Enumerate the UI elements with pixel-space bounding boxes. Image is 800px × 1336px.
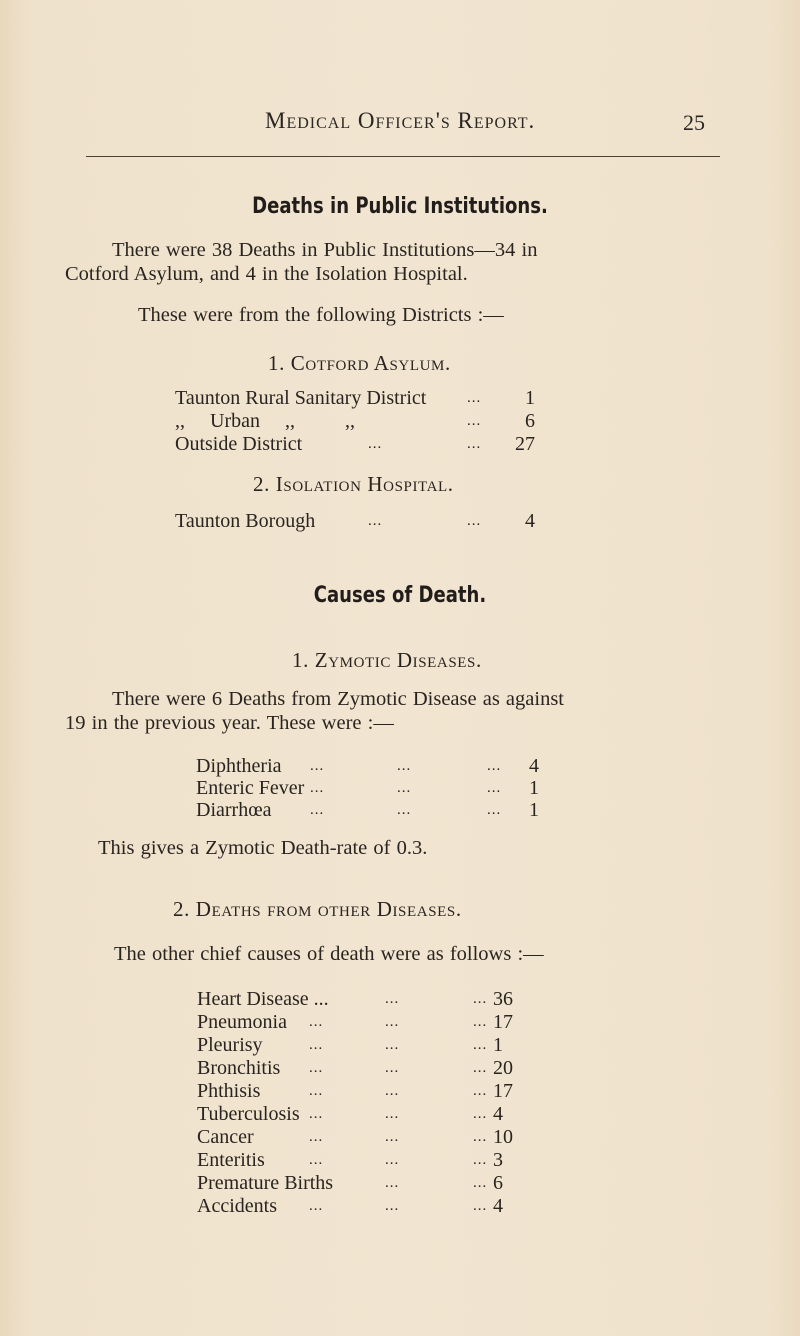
leader-dots: ... xyxy=(309,1106,324,1122)
disease-count: 10 xyxy=(493,1126,513,1148)
disease-count: 1 xyxy=(529,777,539,799)
header-rule xyxy=(86,156,720,157)
other-diseases-intro: The other chief causes of death were as follows :— xyxy=(114,943,544,965)
disease-count: 17 xyxy=(493,1011,513,1033)
district-row xyxy=(175,387,575,410)
district-label: Taunton Borough xyxy=(175,510,316,532)
disease-row xyxy=(196,777,616,800)
disease-label: Accidents xyxy=(197,1195,277,1217)
leader-dots: ... xyxy=(473,1037,488,1053)
leader-dots: ... xyxy=(310,780,325,796)
disease-label: Heart Disease ... xyxy=(197,988,329,1010)
leader-dots: ... xyxy=(310,758,325,774)
subheading-other-diseases: 2. Deaths from other Diseases. xyxy=(173,897,462,921)
disease-row xyxy=(196,799,616,822)
disease-label: Tuberculosis xyxy=(197,1103,300,1125)
leader-dots: ... xyxy=(310,802,325,818)
leader-dots: ... xyxy=(473,991,488,1007)
leader-dots: ... xyxy=(309,1060,324,1076)
disease-count: 17 xyxy=(493,1080,513,1102)
subheading-cotford-asylum: 1. Cotford Asylum. xyxy=(268,351,451,375)
leader-dots: ... xyxy=(385,1129,400,1145)
leader-dots: ... xyxy=(467,390,482,406)
disease-row xyxy=(197,1126,617,1149)
districts-intro: These were from the following Districts :— xyxy=(138,304,504,326)
intro-paragraph-line-1: There were 38 Deaths in Public Institutions—34 in xyxy=(112,239,538,261)
leader-dots: ... xyxy=(467,513,482,529)
district-count: 1 xyxy=(525,387,535,409)
disease-row xyxy=(197,1080,617,1103)
disease-label: Premature Births xyxy=(197,1172,334,1194)
page-number: 25 xyxy=(683,110,705,135)
district-label: ,, Urban ,, ,, xyxy=(175,410,355,432)
leader-dots: ... xyxy=(368,436,383,452)
disease-row xyxy=(197,1057,617,1080)
leader-dots: ... xyxy=(385,1198,400,1214)
leader-dots: ... xyxy=(309,1129,324,1145)
disease-row xyxy=(197,1172,617,1195)
disease-count: 4 xyxy=(529,755,539,777)
leader-dots: ... xyxy=(309,1198,324,1214)
disease-row xyxy=(197,1034,617,1057)
disease-count: 1 xyxy=(529,799,539,821)
leader-dots: ... xyxy=(385,991,400,1007)
district-label: Outside District xyxy=(175,433,303,455)
running-head: Medical Officer's Report. xyxy=(265,108,536,133)
leader-dots: ... xyxy=(473,1014,488,1030)
leader-dots: ... xyxy=(487,802,502,818)
leader-dots: ... xyxy=(368,513,383,529)
leader-dots: ... xyxy=(487,780,502,796)
leader-dots: ... xyxy=(467,413,482,429)
section-title-causes-of-death: Causes of Death. xyxy=(313,583,487,608)
leader-dots: ... xyxy=(473,1060,488,1076)
district-row xyxy=(175,410,575,433)
leader-dots: ... xyxy=(385,1014,400,1030)
disease-count: 3 xyxy=(493,1149,503,1171)
disease-count: 20 xyxy=(493,1057,513,1079)
leader-dots: ... xyxy=(473,1106,488,1122)
leader-dots: ... xyxy=(467,436,482,452)
leader-dots: ... xyxy=(397,758,412,774)
leader-dots: ... xyxy=(309,1014,324,1030)
leader-dots: ... xyxy=(309,1152,324,1168)
district-count: 27 xyxy=(515,433,535,455)
disease-count: 4 xyxy=(493,1103,503,1125)
disease-row xyxy=(197,1011,617,1034)
zymotic-death-rate: This gives a Zymotic Death-rate of 0.3. xyxy=(98,837,428,859)
disease-count: 36 xyxy=(493,988,513,1010)
intro-paragraph-line-2: Cotford Asylum, and 4 in the Isolation Hospital. xyxy=(65,263,468,285)
leader-dots: ... xyxy=(473,1175,488,1191)
leader-dots: ... xyxy=(487,758,502,774)
leader-dots: ... xyxy=(309,1083,324,1099)
district-label: Taunton Rural Sanitary District xyxy=(175,387,427,409)
disease-label: Cancer xyxy=(197,1126,254,1148)
disease-row xyxy=(196,755,616,778)
disease-row xyxy=(197,1103,617,1126)
leader-dots: ... xyxy=(385,1060,400,1076)
leader-dots: ... xyxy=(397,802,412,818)
disease-count: 4 xyxy=(493,1195,503,1217)
subheading-zymotic-diseases: 1. Zymotic Diseases. xyxy=(292,648,482,672)
disease-count: 6 xyxy=(493,1172,503,1194)
leader-dots: ... xyxy=(473,1129,488,1145)
district-count: 4 xyxy=(525,510,535,532)
zymotic-paragraph-line-1: There were 6 Deaths from Zymotic Disease as against xyxy=(112,688,565,710)
subheading-isolation-hospital: 2. Isolation Hospital. xyxy=(253,472,454,496)
disease-label: Diarrhœa xyxy=(196,799,272,821)
district-count: 6 xyxy=(525,410,535,432)
disease-label: Bronchitis xyxy=(197,1057,281,1079)
leader-dots: ... xyxy=(385,1106,400,1122)
disease-row xyxy=(197,1149,617,1172)
zymotic-paragraph-line-2: 19 in the previous year. These were :— xyxy=(65,712,394,734)
leader-dots: ... xyxy=(385,1037,400,1053)
disease-label: Enteritis xyxy=(197,1149,265,1171)
section-title-deaths-in-public-institutions: Deaths in Public Institutions. xyxy=(252,194,548,219)
disease-label: Pleurisy xyxy=(197,1034,263,1056)
district-row xyxy=(175,510,575,533)
leader-dots: ... xyxy=(473,1198,488,1214)
disease-row xyxy=(197,1195,617,1218)
disease-label: Diphtheria xyxy=(196,755,282,777)
leader-dots: ... xyxy=(385,1175,400,1191)
leader-dots: ... xyxy=(397,780,412,796)
disease-label: Phthisis xyxy=(197,1080,261,1102)
leader-dots: ... xyxy=(385,1083,400,1099)
disease-row xyxy=(197,988,617,1011)
leader-dots: ... xyxy=(473,1083,488,1099)
disease-label: Pneumonia xyxy=(197,1011,287,1033)
leader-dots: ... xyxy=(309,1037,324,1053)
disease-label: Enteric Fever xyxy=(196,777,305,799)
leader-dots: ... xyxy=(473,1152,488,1168)
leader-dots: ... xyxy=(385,1152,400,1168)
disease-count: 1 xyxy=(493,1034,503,1056)
district-row xyxy=(175,433,575,456)
